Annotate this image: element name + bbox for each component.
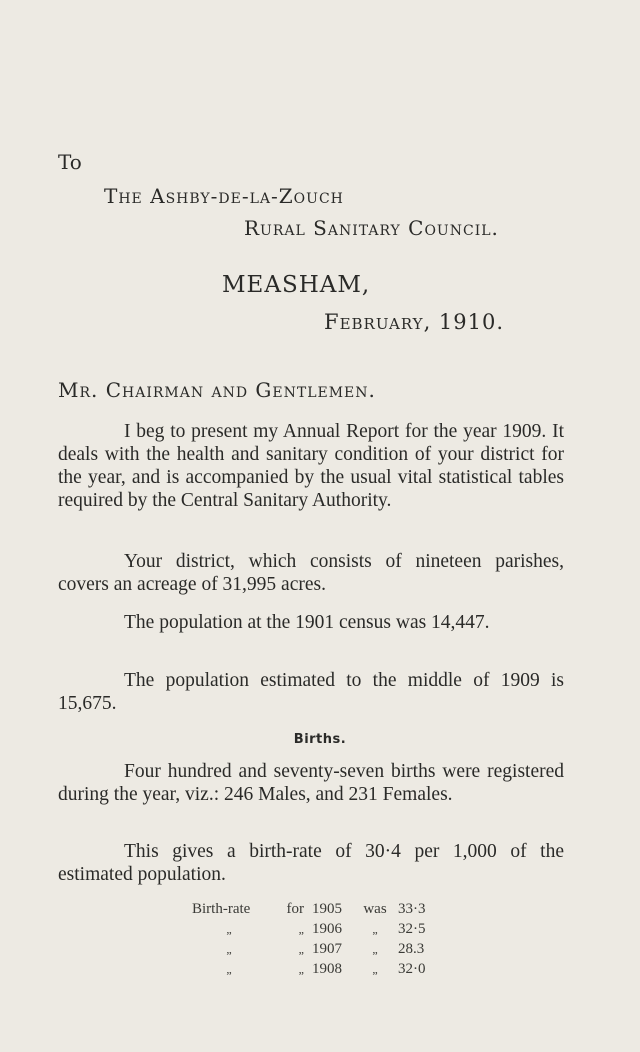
row-label: „ bbox=[226, 922, 232, 936]
addressee-line-1: The Ashby-de-la-Zouch bbox=[104, 184, 344, 208]
row-year: 1907 bbox=[312, 941, 342, 957]
row-year: 1905 bbox=[312, 901, 342, 917]
table-row bbox=[188, 939, 442, 959]
paragraph-annual-report bbox=[58, 420, 564, 512]
salutation-to: To bbox=[58, 150, 82, 174]
paragraph-text: This gives a birth-rate of 30·4 per 1,000 of the estimated population. bbox=[58, 841, 564, 885]
row-for: for bbox=[286, 901, 304, 917]
row-was: „ bbox=[372, 962, 378, 976]
row-year: 1908 bbox=[312, 961, 342, 977]
table-row bbox=[188, 919, 442, 939]
row-was: was bbox=[363, 901, 387, 917]
letter-date: February, 1910. bbox=[324, 310, 505, 334]
greeting: Mr. Chairman and Gentlemen. bbox=[58, 378, 376, 402]
addressee-line-2: Rural Sanitary Council. bbox=[244, 216, 499, 240]
paragraph-births bbox=[58, 760, 564, 806]
row-value: 28.3 bbox=[398, 941, 425, 957]
paragraph-text: Four hundred and seventy-seven births were registered during the year, viz.: 246 Males, and 231 Females. bbox=[58, 761, 564, 805]
row-for: „ bbox=[298, 922, 304, 936]
paragraph-birth-rate bbox=[58, 840, 564, 886]
row-label: „ bbox=[226, 942, 232, 956]
paragraph-district bbox=[58, 550, 564, 596]
row-label: Birth-rate bbox=[192, 901, 251, 917]
row-for: „ bbox=[298, 942, 304, 956]
paragraph-text: The population estimated to the middle of 1909 is 15,675. bbox=[58, 670, 564, 714]
row-value: 33·3 bbox=[398, 901, 426, 917]
paragraph-text: Your district, which consists of nineteen parishes, covers an acreage of 31,995 acres. bbox=[58, 551, 564, 595]
row-was: „ bbox=[372, 942, 378, 956]
paragraph-population-estimate bbox=[58, 669, 564, 715]
paragraph-text: I beg to present my Annual Report for the year 1909. It deals with the health and sanitary condition of your district for the year, and is accompanied by the usual vital statistical tables required by the Central Sanitary Authority. bbox=[58, 421, 564, 511]
row-value: 32·5 bbox=[398, 921, 426, 937]
row-value: 32·0 bbox=[398, 961, 426, 977]
row-for: „ bbox=[298, 962, 304, 976]
place-name: MEASHAM, bbox=[222, 272, 371, 298]
row-was: „ bbox=[372, 922, 378, 936]
table-row bbox=[188, 899, 442, 919]
births-heading: Births. bbox=[293, 732, 347, 747]
row-label: „ bbox=[226, 962, 232, 976]
birth-rate-table bbox=[188, 899, 442, 979]
row-year: 1906 bbox=[312, 921, 342, 937]
paragraph-census bbox=[58, 611, 564, 634]
paragraph-text: The population at the 1901 census was 14,447. bbox=[124, 612, 490, 633]
table-row bbox=[188, 959, 442, 979]
